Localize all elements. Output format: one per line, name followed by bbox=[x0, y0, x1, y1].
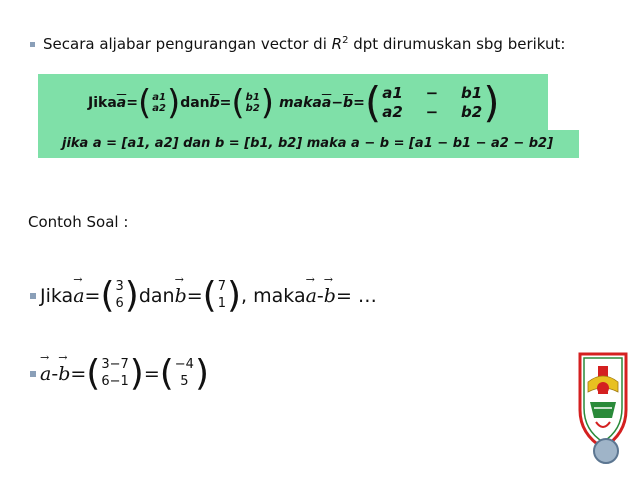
intro-r: R bbox=[331, 35, 343, 53]
bullet bbox=[30, 371, 36, 377]
page-indicator-circle bbox=[593, 438, 619, 464]
intro-text-before: Secara aljabar pengurangan vector di bbox=[43, 35, 332, 53]
box1-eq: = bbox=[126, 95, 138, 111]
vector-b-values: ( 7 1 ) bbox=[202, 275, 242, 316]
formula-box-bracket bbox=[38, 130, 579, 158]
box1-eq3: = bbox=[353, 95, 365, 111]
box1-a-vector: a1 a2 bbox=[152, 92, 166, 114]
box1-a2: $\overline{a}$ bbox=[321, 95, 332, 111]
vector-a-values: ( 3 6 ) bbox=[100, 275, 139, 316]
box2-text: jika a = [a1, a2] dan b = [b1, b2] maka a − b = [a1 − b1 − a2 − b2] bbox=[62, 136, 554, 151]
box1-maka: maka bbox=[279, 95, 322, 111]
difference-matrix: ( 3−7 6−1 ) bbox=[86, 353, 144, 394]
bullet bbox=[30, 42, 35, 47]
example-question: Jika → a = ( 3 6 ) dan → b = ( 7 1 ) , maka → a - → b = … bbox=[30, 278, 377, 314]
box1-result-matrix: a1 − b1 a2 − b2 bbox=[382, 84, 483, 121]
bullet bbox=[30, 293, 36, 299]
box1-b: $\overline{b}$ bbox=[209, 95, 220, 111]
box1-eq2: = bbox=[219, 95, 232, 111]
example-heading: Contoh Soal : bbox=[28, 213, 129, 231]
box1-dan: dan bbox=[180, 95, 210, 111]
result-matrix: ( −4 5 ) bbox=[159, 353, 209, 394]
box1-b-vector: b1 b2 bbox=[245, 92, 260, 114]
example-answer: → a - → b = ( 3−7 6−1 ) = ( −4 5 ) bbox=[30, 356, 209, 392]
intro-text-after: dpt dirumuskan sbg berikut: bbox=[348, 35, 566, 53]
formula-box-matrix: Jika $\overline{a}$ = ( a1 a2 ) dan $\overline{b}$ = ( b1 b2 ) maka $\overline{a}$ − $\overline{b}$ = ( a1 − b1 a2 − b2 ) bbox=[38, 74, 548, 130]
vector-a: → a bbox=[73, 285, 84, 307]
box1-minus: − bbox=[331, 95, 344, 111]
vector-b: → b bbox=[175, 285, 187, 307]
box1-a: $\overline{a}$ bbox=[116, 95, 127, 111]
box1-jika: Jika bbox=[88, 95, 117, 111]
box1-b2: $\overline{b}$ bbox=[343, 95, 354, 111]
intro-exp: 2 bbox=[342, 35, 349, 46]
intro-line bbox=[30, 35, 565, 53]
